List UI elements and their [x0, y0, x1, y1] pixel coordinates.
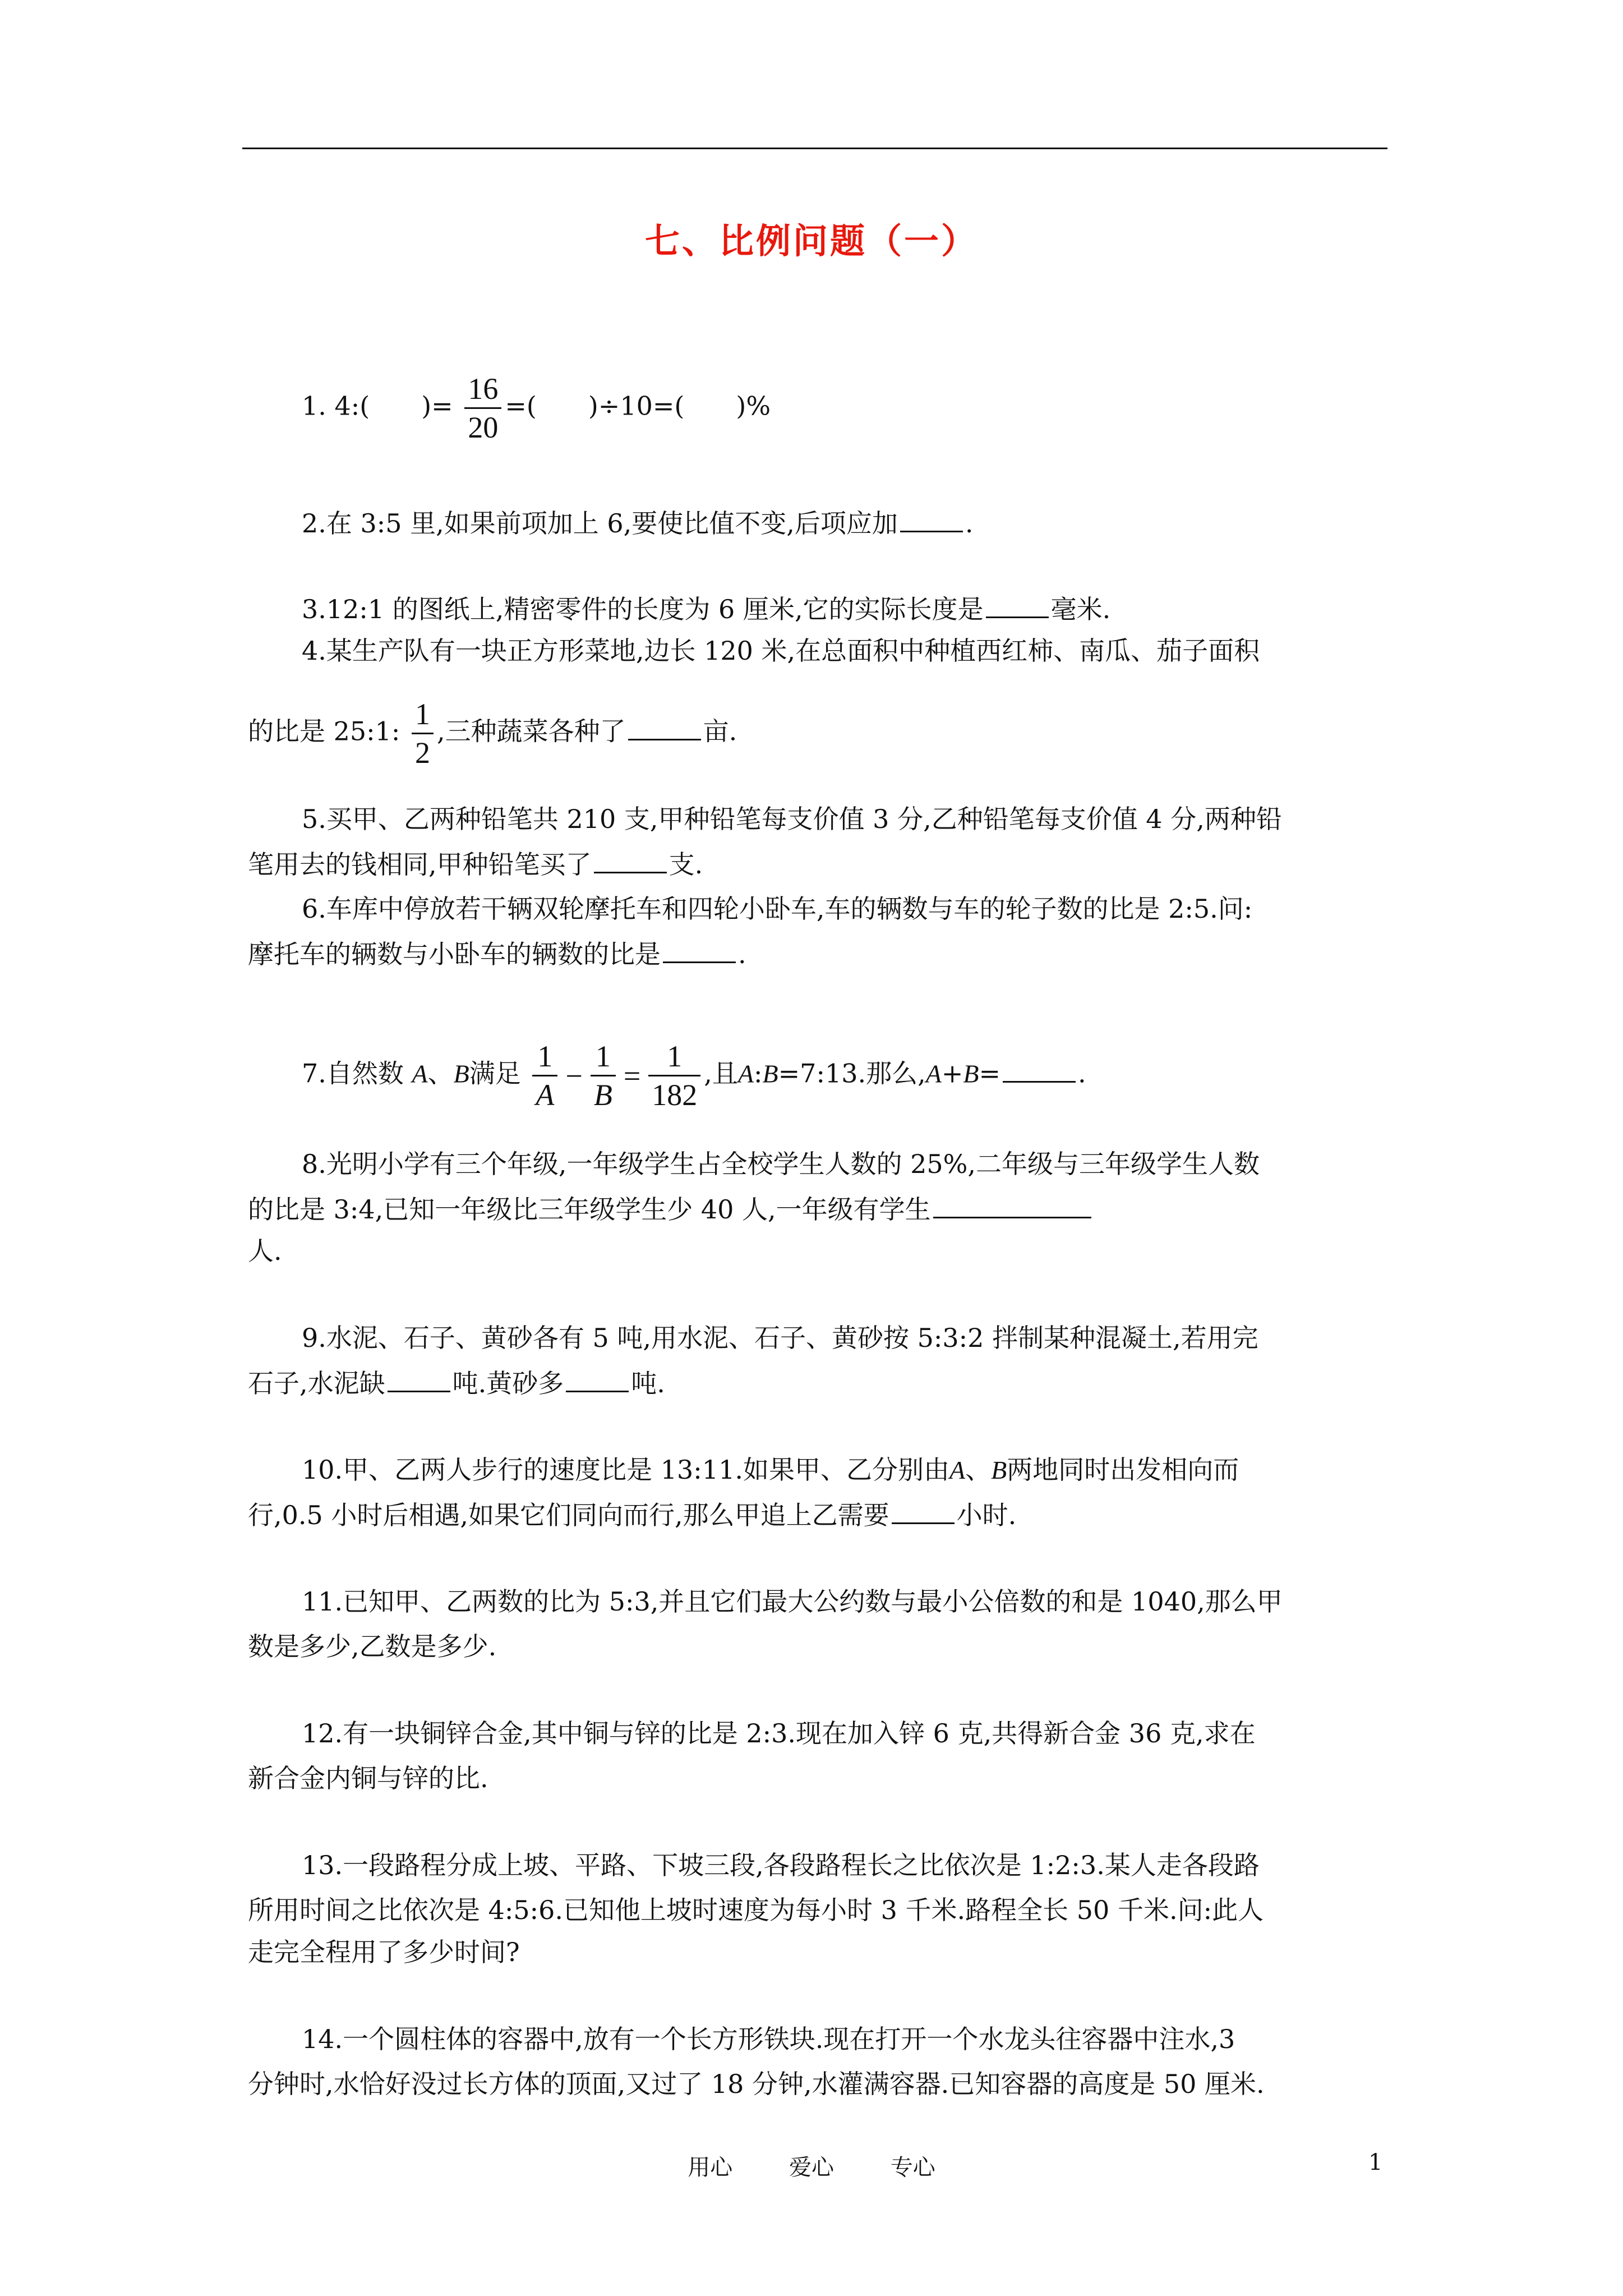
page-title: 七、比例问题（一） [644, 220, 978, 261]
answer-blank[interactable] [1003, 1056, 1076, 1083]
header-rule [242, 148, 1387, 149]
question-2: 2.在 3:5 里,如果前项加上 6,要使比值不变,后项应加 . [302, 506, 974, 540]
fraction-1-over-182: $\frac{1}{182}$ [648, 1038, 700, 1114]
question-11-line-1: 11.已知甲、乙两数的比为 5:3,并且它们最大公约数与最小公倍数的和是 1040,那么甲 [302, 1586, 1283, 1617]
fraction-1-over-A: $\frac{1}{A}$ [532, 1038, 557, 1114]
question-8-line-3: 人. [248, 1236, 282, 1266]
answer-blank[interactable] [566, 1366, 629, 1392]
question-4-line-2: 的比是 25:1: $\frac{1}{2}$ ,三种蔬菜各种了 亩. [248, 696, 737, 771]
question-10-line-2: 行,0.5 小时后相遇,如果它们同向而行,那么甲追上乙需要 小时. [248, 1498, 1016, 1532]
question-9-line-2: 石子,水泥缺 吨.黄砂多 吨. [248, 1366, 665, 1400]
answer-blank[interactable] [986, 592, 1049, 618]
question-13-line-1: 13.一段路程分成上坡、平路、下坡三段,各段路程长之比依次是 1:2:3.某人走各段路 [302, 1850, 1260, 1880]
question-4-line-1: 4.某生产队有一块正方形菜地,边长 120 米,在总面积中种植西红柿、南瓜、茄子面积 [302, 636, 1260, 666]
question-3: 3.12:1 的图纸上,精密零件的长度为 6 厘米,它的实际长度是 毫米. [302, 592, 1110, 626]
answer-blank[interactable] [388, 1366, 450, 1392]
answer-blank[interactable] [628, 714, 701, 740]
answer-blank[interactable] [594, 847, 667, 873]
question-13-line-2: 所用时间之比依次是 4:5:6.已知他上坡时速度为每小时 3 千米.路程全长 50 千米.问:此人 [248, 1895, 1264, 1925]
fraction-1-2: $\frac{1}{2}$ [412, 696, 434, 771]
question-5-line-1: 5.买甲、乙两种铅笔共 210 支,甲种铅笔每支价值 3 分,乙种铅笔每支价值 4 分,两种铅 [302, 804, 1282, 834]
page-number: 1 [1368, 2150, 1383, 2175]
question-10-line-1: 10.甲、乙两人步行的速度比是 13:11.如果甲、乙分别由A、B两地同时出发相向而 [302, 1455, 1239, 1485]
question-8-line-2: 的比是 3:4,已知一年级比三年级学生少 40 人,一年级有学生 [248, 1192, 1094, 1226]
answer-blank[interactable] [933, 1192, 1091, 1218]
question-14-line-2: 分钟时,水恰好没过长方体的顶面,又过了 18 分钟,水灌满容器.已知容器的高度是 50 厘米. [248, 2069, 1265, 2099]
question-14-line-1: 14.一个圆柱体的容器中,放有一个长方形铁块.现在打开一个水龙头往容器中注水,3 [302, 2024, 1235, 2054]
answer-blank[interactable] [892, 1498, 955, 1524]
question-6-line-1: 6.车库中停放若干辆双轮摩托车和四轮小卧车,车的辆数与车的轮子数的比是 2:5.问: [302, 894, 1253, 924]
question-1: 1. 4:( )= $\frac{16}{20}$ =( )÷10=( )% [302, 370, 771, 446]
question-8-line-1: 8.光明小学有三个年级,一年级学生占全校学生人数的 25%,二年级与三年级学生人数 [302, 1149, 1260, 1179]
question-11-line-2: 数是多少,乙数是多少. [248, 1631, 497, 1662]
question-7: 7.自然数 A、B满足 $\frac{1}{A}$ − $\frac{1}{B}$ = $\frac{1}{182}$ ,且A:B=7:13.那么,A+B= . [302, 1038, 1086, 1114]
answer-blank[interactable] [900, 506, 963, 532]
question-12-line-1: 12.有一块铜锌合金,其中铜与锌的比是 2:3.现在加入锌 6 克,共得新合金 36 克,求在 [302, 1718, 1256, 1749]
fraction-1-over-B: $\frac{1}{B}$ [591, 1038, 616, 1114]
question-5-line-2: 笔用去的钱相同,甲种铅笔买了 支. [248, 847, 703, 881]
question-9-line-1: 9.水泥、石子、黄砂各有 5 吨,用水泥、石子、黄砂按 5:3:2 拌制某种混凝土,若用完 [302, 1323, 1258, 1353]
question-12-line-2: 新合金内铜与锌的比. [248, 1763, 488, 1793]
answer-blank[interactable] [663, 937, 736, 963]
question-6-line-2: 摩托车的辆数与小卧车的辆数的比是 . [248, 937, 746, 971]
fraction-16-20: $\frac{16}{20}$ [464, 370, 501, 446]
page-footer: 用心 爱心 专心 [688, 2155, 935, 2180]
question-13-line-3: 走完全程用了多少时间? [248, 1937, 520, 1967]
